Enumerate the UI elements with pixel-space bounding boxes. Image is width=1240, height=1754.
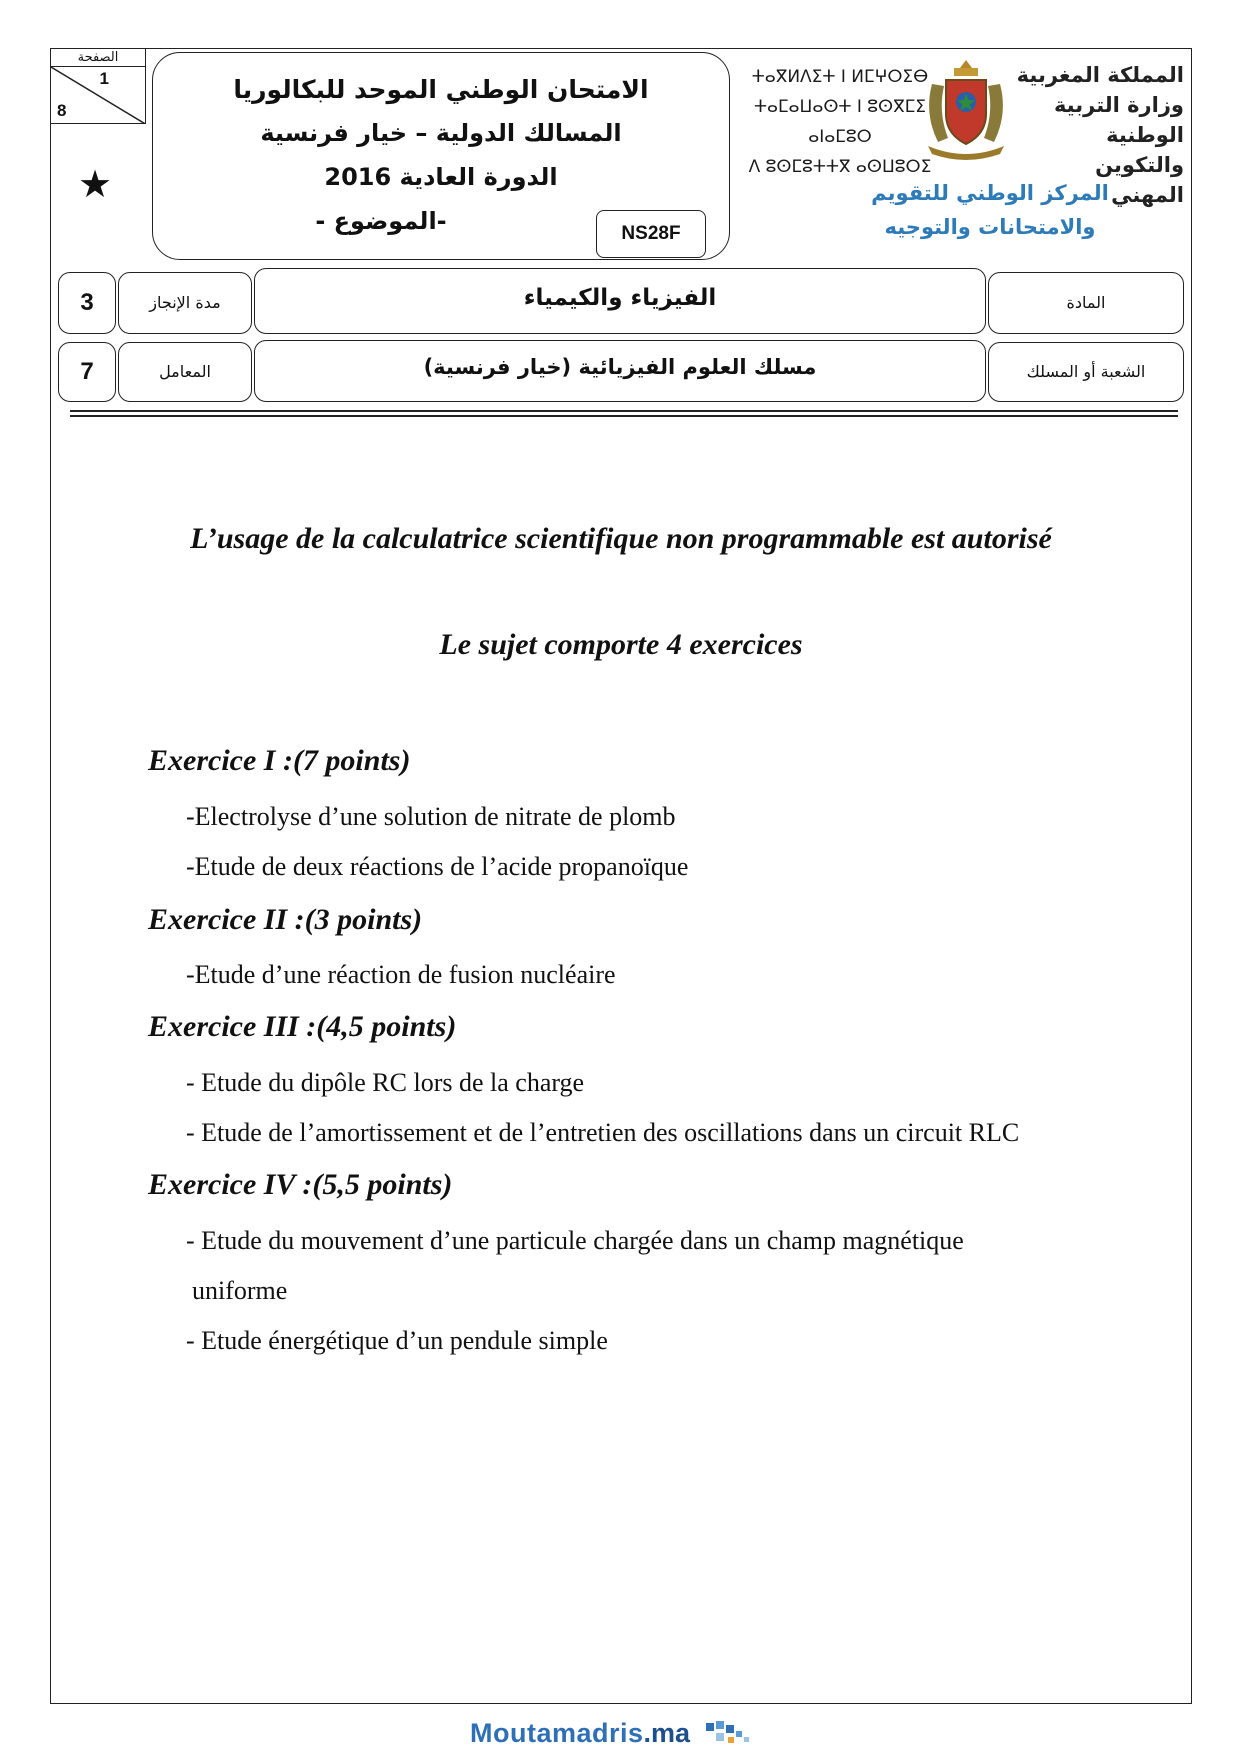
exercise-2-title: Exercice II :(3 points): [148, 903, 423, 936]
coefficient-value: 7: [58, 342, 116, 402]
exercise-4-title: Exercice IV :(5,5 points): [148, 1168, 453, 1201]
duration-value: 3: [58, 272, 116, 334]
page-label: الصفحة: [51, 49, 145, 67]
duration-label: مدة الإنجاز: [118, 272, 252, 334]
center-line-1: المركز الوطني للتقويم: [871, 181, 1109, 205]
footer-brand: Moutamadris: [470, 1718, 644, 1748]
page-total: 8: [57, 101, 67, 120]
tifinagh-line-3: ⴷ ⵓⵙⵎⵓⵜⵜⴳ ⴰⵙⵡⵓⵔⵉ: [748, 157, 932, 177]
header-rule-2: [70, 415, 1178, 417]
evaluation-center-name: [860, 176, 1120, 244]
exercise-1-title: Exercice I :(7 points): [148, 744, 411, 777]
exercise-3-title: Exercice III :(4,5 points): [148, 1010, 457, 1043]
exam-title: الامتحان الوطني الموحد للبكالوريا: [233, 75, 649, 104]
exam-session: الدورة العادية 2016: [324, 163, 558, 191]
tifinagh-line-2: ⵜⴰⵎⴰⵡⴰⵙⵜ ⵏ ⵓⵙⴳⵎⵉ ⴰⵏⴰⵎⵓⵔ: [753, 97, 927, 147]
footer-watermark[interactable]: [470, 1718, 754, 1754]
tifinagh-ministry-name: [730, 62, 950, 182]
exercise-4-item-2: - Etude énergétique d’un pendule simple: [186, 1326, 608, 1355]
star-icon: ★: [78, 162, 113, 206]
track-name: مسلك العلوم الفيزيائية (خيار فرنسية): [254, 340, 986, 402]
coefficient-label: المعامل: [118, 342, 252, 402]
exercise-4-item-1-continued: uniforme: [192, 1276, 288, 1305]
exercise-1-item-1: -Electrolyse d’une solution de nitrate de plomb: [186, 802, 676, 831]
pixel-logo-icon: [702, 1719, 754, 1751]
page-counter: [50, 48, 146, 124]
track-label: الشعبة أو المسلك: [988, 342, 1184, 402]
exercise-3-item-2: - Etude de l’amortissement et de l’entretien des oscillations dans un circuit RLC: [186, 1118, 1020, 1147]
exam-code: NS28F: [596, 210, 706, 258]
tifinagh-line-1: ⵜⴰⴳⵍⴷⵉⵜ ⵏ ⵍⵎⵖⵔⵉⴱ: [751, 67, 929, 87]
exercise-2-item-1: -Etude d’une réaction de fusion nucléaire: [186, 960, 616, 989]
page-current: 1: [99, 69, 109, 88]
subject-label: المادة: [988, 272, 1184, 334]
subject-name: الفيزياء والكيمياء: [254, 268, 986, 334]
exercise-3-item-1: - Etude du dipôle RC lors de la charge: [186, 1068, 585, 1097]
exam-track-option: المسالك الدولية – خيار فرنسية: [260, 119, 622, 147]
ministry-line-1: المملكة المغربية: [1016, 63, 1184, 87]
footer-tld: .ma: [643, 1718, 691, 1748]
exercise-1-item-2: -Etude de deux réactions de l’acide propanoïque: [186, 852, 689, 881]
exercise-count-note: Le sujet comporte 4 exercices: [439, 628, 803, 661]
exercise-4-item-1: - Etude du mouvement d’une particule chargée dans un champ magnétique: [186, 1226, 964, 1255]
center-line-2: والامتحانات والتوجيه: [884, 215, 1096, 239]
exam-doc-type: -الموضوع -: [315, 207, 447, 235]
ministry-line-2: وزارة التربية الوطنية: [1053, 93, 1184, 147]
header-rule-1: [70, 410, 1178, 412]
calculator-note: L’usage de la calculatrice scientifique non programmable est autorisé: [190, 522, 1052, 555]
coat-of-arms-icon: [918, 56, 1014, 160]
ministry-line-3: والتكوين المهني: [1095, 153, 1184, 207]
